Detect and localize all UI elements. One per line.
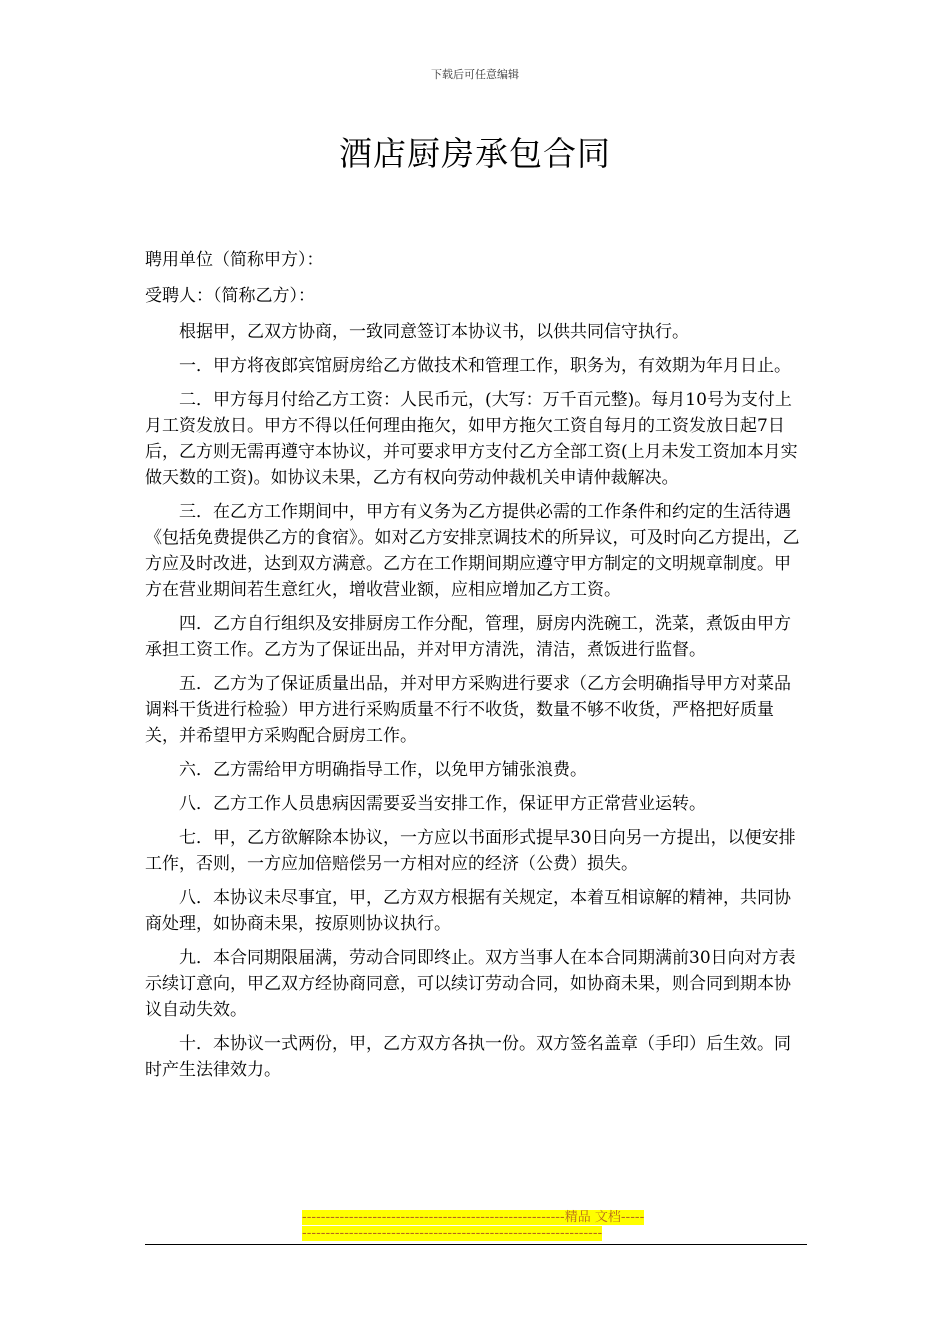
clause-8a: 八．乙方工作人员患病因需要妥当安排工作，保证甲方正常营业运转。 bbox=[179, 794, 706, 814]
employee-line: 受聘人：（简称乙方）： bbox=[145, 286, 315, 306]
employer-line: 聘用单位（简称甲方）： bbox=[145, 250, 324, 270]
clause-9: 九．本合同期限届满，劳动合同即终止。双方当事人在本合同期满前30日向对方表示续订意向，甲乙双方经协商同意，可以续订劳动合同，如协商未果，则合同到期本协议自动失效。 bbox=[145, 948, 796, 1020]
preamble-paragraph: 根据甲，乙双方协商，一致同意签订本协议书，以供共同信守执行。 bbox=[179, 322, 689, 342]
clause-6: 六．乙方需给甲方明确指导工作，以免甲方铺张浪费。 bbox=[179, 760, 587, 780]
footer-watermark bbox=[302, 1210, 647, 1242]
clause-2: 二．甲方每月付给乙方工资：人民币元，(大写：万千百元整)。每月10号为支付上月工资发放日。甲方不得以任何理由拖欠，如甲方拖欠工资自每月的工资发放日起7日后，乙方则无需再遵守本协议，并可要求甲方支付乙方全部工资(上月未发工资加本月实做天数的工资)。如协议未果，乙方有权向劳动仲裁机关申请仲裁解决。 bbox=[145, 390, 798, 488]
clause-3: 三．在乙方工作期间中，甲方有义务为乙方提供必需的工作条件和约定的生活待遇《包括免费提供乙方的食宿》。如对乙方安排烹调技术的所异议，可及时向乙方提出，乙方应及时改进，达到双方满意。乙方在工作期间期应遵守甲方制定的文明规章制度。甲方在营业期间若生意红火，增收营业额，应相应增加乙方工资。 bbox=[145, 502, 800, 600]
footer-divider bbox=[145, 1244, 807, 1245]
clause-4: 四．乙方自行组织及安排厨房工作分配，管理，厨房内洗碗工，洗菜，煮饭由甲方承担工资工作。乙方为了保证出品，并对甲方清洗，清洁，煮饭进行监督。 bbox=[145, 614, 791, 660]
clause-10: 十．本协议一式两份，甲，乙方双方各执一份。双方签名盖章（手印）后生效。同时产生法律效力。 bbox=[145, 1034, 791, 1080]
clause-7: 七．甲，乙方欲解除本协议，一方应以书面形式提早30日向另一方提出，以便安排工作，否则，一方应加倍赔偿另一方相对应的经济（公费）损失。 bbox=[145, 828, 796, 874]
clause-8b: 八．本协议未尽事宜，甲，乙方双方根据有关规定，本着互相谅解的精神，共同协商处理，如协商未果，按原则协议执行。 bbox=[145, 888, 791, 934]
clause-5: 五．乙方为了保证质量出品，并对甲方采购进行要求（乙方会明确指导甲方对菜品调料干货进行检验）甲方进行采购质量不行不收货，数量不够不收货，严格把好质量关，并希望甲方采购配合厨房工作。 bbox=[145, 674, 791, 746]
header-note: 下载后可任意编辑 bbox=[431, 68, 519, 81]
contract-body bbox=[145, 247, 807, 1091]
footer-watermark-text: --------------------------------------------------------精品 文档--------------------------------------------------------------------- bbox=[302, 1210, 645, 1241]
clause-1: 一．甲方将夜郎宾馆厨房给乙方做技术和管理工作，职务为，有效期为年月日止。 bbox=[179, 356, 791, 376]
document-title: 酒店厨房承包合同 bbox=[339, 134, 611, 173]
